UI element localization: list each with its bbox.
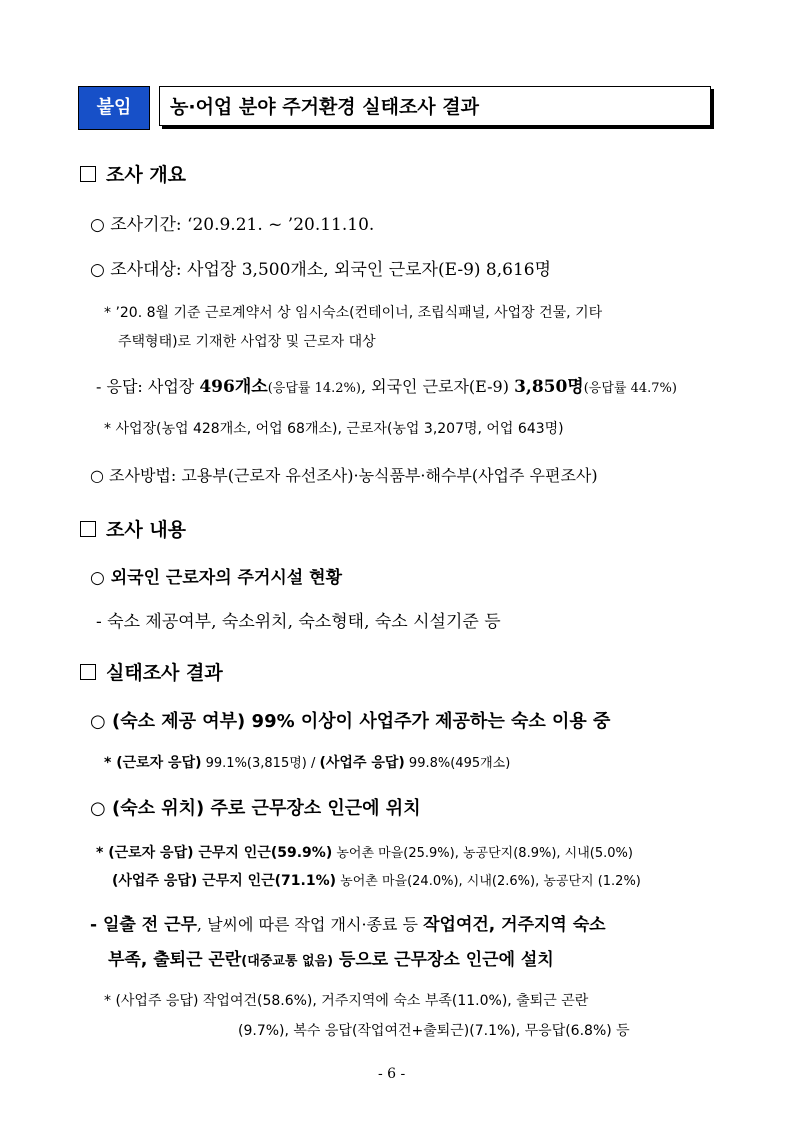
response-summary: - 응답: 사업장 496개소(응답률 14.2%), 외국인 근로자(E-9) 3,850명(응답률 44.7%) bbox=[96, 377, 677, 397]
result-3-line-2: 부족, 출퇴근 곤란(대중교통 없음) 등으로 근무장소 인근에 설치 bbox=[108, 950, 554, 970]
result-2-note-1: * (근로자 응답) 근무지 인근(59.9%) 농어촌 마을(25.9%), 농공단지(8.9%), 시내(5.0%) bbox=[96, 845, 633, 861]
survey-target: ○ 조사대상: 사업장 3,500개소, 외국인 근로자(E-9) 8,616명 bbox=[90, 260, 552, 280]
survey-method: ○ 조사방법: 고용부(근로자 유선조사)·농식품부·해수부(사업주 우편조사) bbox=[90, 466, 598, 485]
result-3-note-1: * (사업주 응답) 작업여건(58.6%), 거주지역에 숙소 부족(11.0%), 출퇴근 곤란 bbox=[104, 993, 589, 1009]
result-1-note: * (근로자 응답) 99.1%(3,815명) / (사업주 응답) 99.8%(495개소) bbox=[104, 755, 511, 771]
target-note-line-1: * ’20. 8월 기준 근로계약서 상 임시숙소(컨테이너, 조립식패널, 사업장 건물, 기타 bbox=[104, 305, 603, 321]
checkbox-square-icon bbox=[80, 664, 96, 680]
result-1: ○ (숙소 제공 여부) 99% 이상이 사업주가 제공하는 숙소 이용 중 bbox=[90, 711, 611, 732]
result-2: ○ (숙소 위치) 주로 근무장소 인근에 위치 bbox=[90, 798, 421, 819]
document-title: 농·어업 분야 주거환경 실태조사 결과 bbox=[159, 86, 711, 126]
checkbox-square-icon bbox=[80, 166, 96, 182]
contents-item: ○ 외국인 근로자의 주거시설 현황 bbox=[90, 568, 342, 588]
section-heading-contents: 조사 내용 bbox=[80, 515, 186, 542]
result-3-line-1: - 일출 전 근무, 날씨에 따른 작업 개시·종료 등 작업여건, 거주지역 숙소 bbox=[90, 915, 606, 935]
survey-period: ○ 조사기간: ‘20.9.21. ~ ’20.11.10. bbox=[90, 215, 375, 235]
response-note: * 사업장(농업 428개소, 어업 68개소), 근로자(농업 3,207명, 어업 643명) bbox=[104, 421, 564, 437]
section-heading-results: 실태조사 결과 bbox=[80, 658, 223, 685]
page-number: - 6 - bbox=[378, 1066, 406, 1082]
checkbox-square-icon bbox=[80, 521, 96, 537]
result-2-note-2: (사업주 응답) 근무지 인근(71.1%) 농어촌 마을(24.0%), 시내(2.6%), 농공단지 (1.2%) bbox=[112, 873, 641, 889]
attachment-badge: 붙임 bbox=[78, 86, 150, 130]
result-3-note-2: (9.7%), 복수 응답(작업여건+출퇴근)(7.1%), 무응답(6.8%) 등 bbox=[238, 1023, 630, 1039]
target-note-line-2: 주택형태)로 기재한 사업장 및 근로자 대상 bbox=[118, 334, 376, 350]
section-heading-overview: 조사 개요 bbox=[80, 160, 186, 187]
contents-sub: - 숙소 제공여부, 숙소위치, 숙소형태, 숙소 시설기준 등 bbox=[96, 612, 501, 632]
